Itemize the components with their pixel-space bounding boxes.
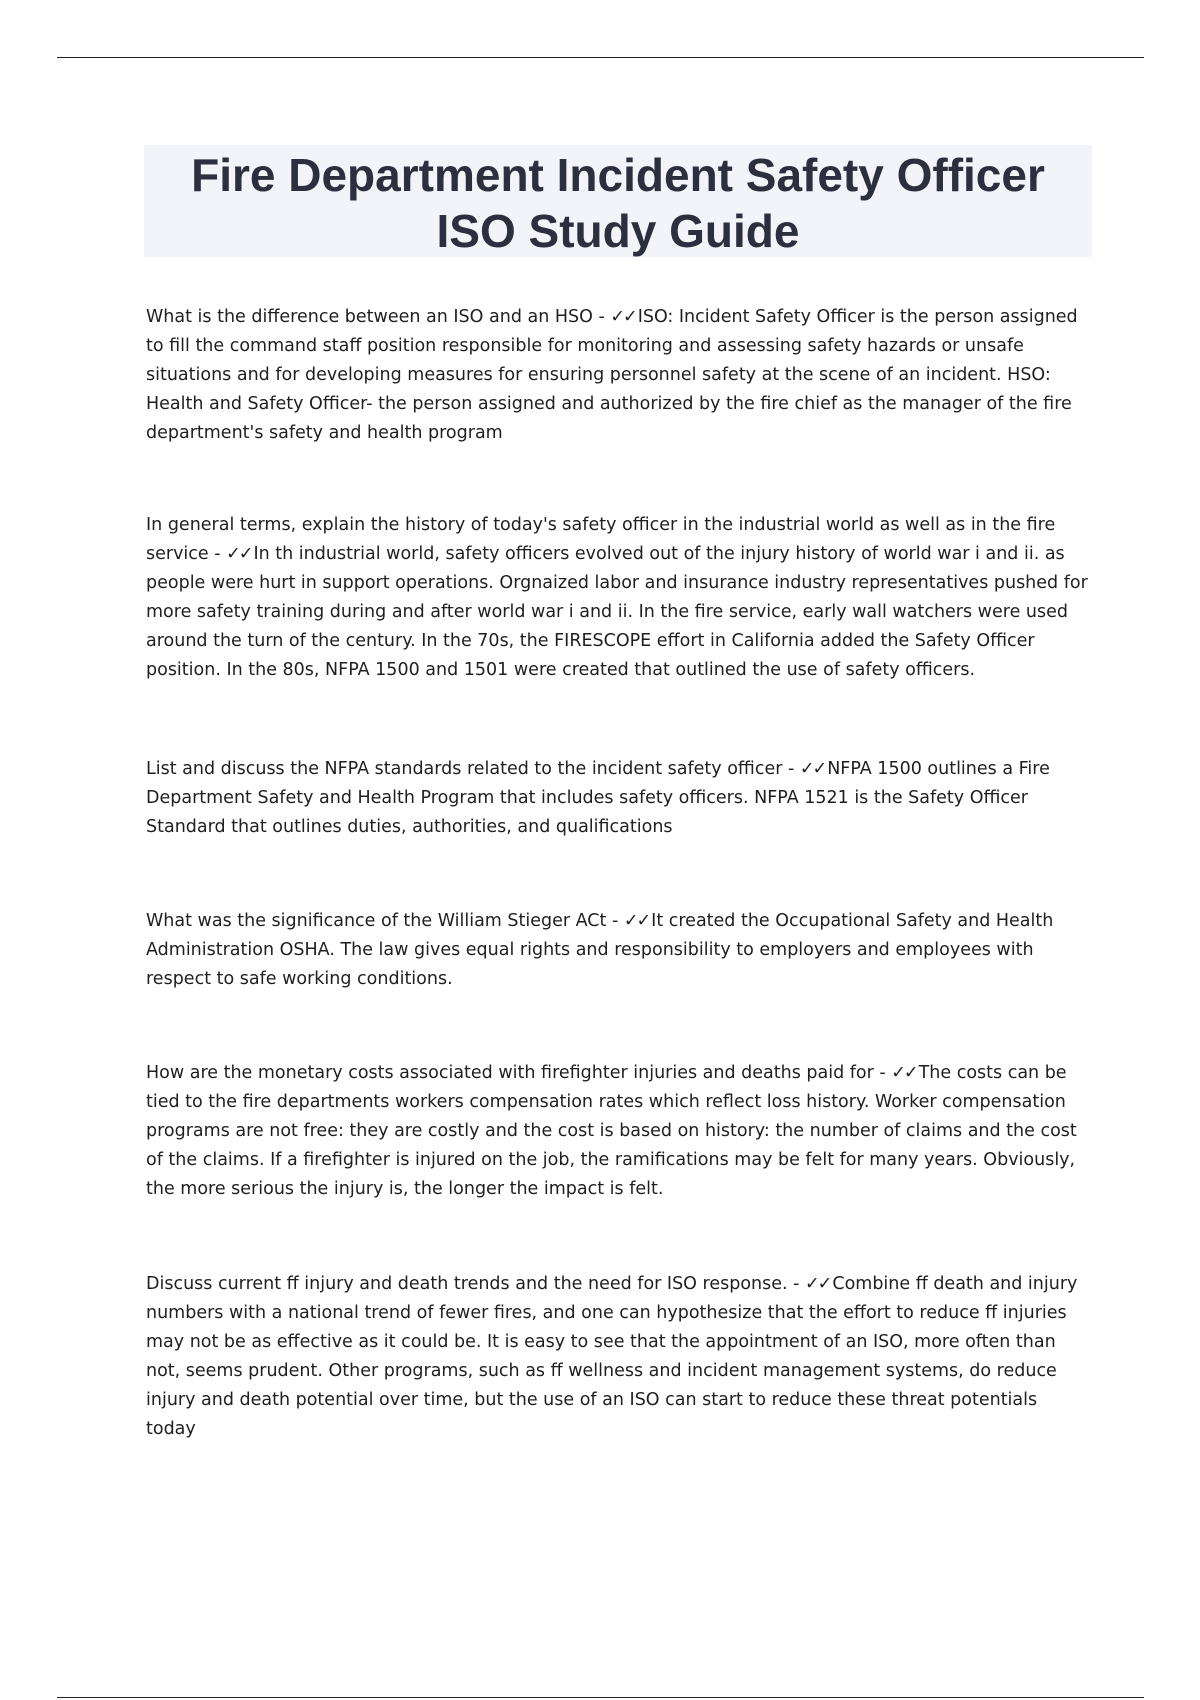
- qa-item-3: [146, 755, 1091, 842]
- answer-text: The costs can be tied to the fire departments workers compensation rates which reflect loss history. Worker compensation programs are not free: they are costly and the cost is based on history: the number of claims and the cost of the claims. If a firefighter is injured on the job, the ramifications may be felt for many years. Obviously, the more serious the injury is, the longer the impact is felt.: [146, 1063, 1077, 1199]
- qa-item-6: [146, 1270, 1091, 1444]
- qa-item-1: [146, 303, 1091, 448]
- document-title: [144, 145, 1092, 259]
- question-text: List and discuss the NFPA standards related to the incident safety officer -: [146, 759, 800, 779]
- qa-item-4: [146, 907, 1091, 994]
- question-text: How are the monetary costs associated with firefighter injuries and deaths paid for -: [146, 1063, 892, 1083]
- question-text: What was the significance of the William Stieger ACt -: [146, 911, 624, 931]
- answer-text: It created the Occupational Safety and Health Administration OSHA. The law gives equal rights and responsibility to employers and employees with respect to safe working conditions.: [146, 911, 1054, 989]
- double-check-icon: ✓✓: [623, 911, 650, 931]
- title-line-1: Fire Department Incident Safety Officer: [191, 149, 1045, 201]
- qa-item-5: [146, 1059, 1091, 1204]
- answer-text: In th industrial world, safety officers evolved out of the injury history of world war i and ii. as people were hurt in support operations. Orgnaized labor and insurance industry representatives pushed for more safety training during and after world war i and ii. In the fire service, early wall watchers were used around the turn of the century. In the 70s, the FIRESCOPE effort in California added the Safety Officer position. In the 80s, NFPA 1500 and 1501 were created that outlined the use of safety officers.: [146, 544, 1088, 680]
- qa-item-2: [146, 511, 1091, 685]
- double-check-icon: ✓✓: [805, 1274, 831, 1294]
- question-text: What is the difference between an ISO and an HSO -: [146, 307, 611, 327]
- question-text: Discuss current ff injury and death trends and the need for ISO response. -: [146, 1274, 806, 1294]
- double-check-icon: ✓✓: [226, 544, 252, 564]
- title-banner: [144, 145, 1092, 257]
- top-rule: [57, 57, 1144, 58]
- double-check-icon: ✓✓: [610, 307, 636, 327]
- question-text: In general terms, explain the history of today's safety officer in the industrial world as well as in the fire service -: [146, 515, 1056, 564]
- bottom-rule: [57, 1697, 1144, 1698]
- answer-text: Combine ff death and injury numbers with a national trend of fewer fires, and one can hypothesize that the effort to reduce ff injuries may not be as effective as it could be. It is easy to see that the appointment of an ISO, more often than not, seems prudent. Other programs, such as ff wellness and incident management systems, do reduce injury and death potential over time, but the use of an ISO can start to reduce these threat potentials today: [146, 1274, 1078, 1439]
- answer-text: NFPA 1500 outlines a Fire Department Safety and Health Program that includes safety officers. NFPA 1521 is the Safety Officer Standard that outlines duties, authorities, and qualifications: [146, 759, 1050, 837]
- answer-text: ISO: Incident Safety Officer is the person assigned to fill the command staff position responsible for monitoring and assessing safety hazards or unsafe situations and for developing measures for ensuring personnel safety at the scene of an incident. HSO: Health and Safety Officer- the person assigned and authorized by the fire chief as the manager of the fire department's safety and health program: [146, 307, 1078, 443]
- title-line-2: ISO Study Guide: [436, 205, 800, 257]
- double-check-icon: ✓✓: [799, 759, 826, 779]
- double-check-icon: ✓✓: [891, 1063, 917, 1083]
